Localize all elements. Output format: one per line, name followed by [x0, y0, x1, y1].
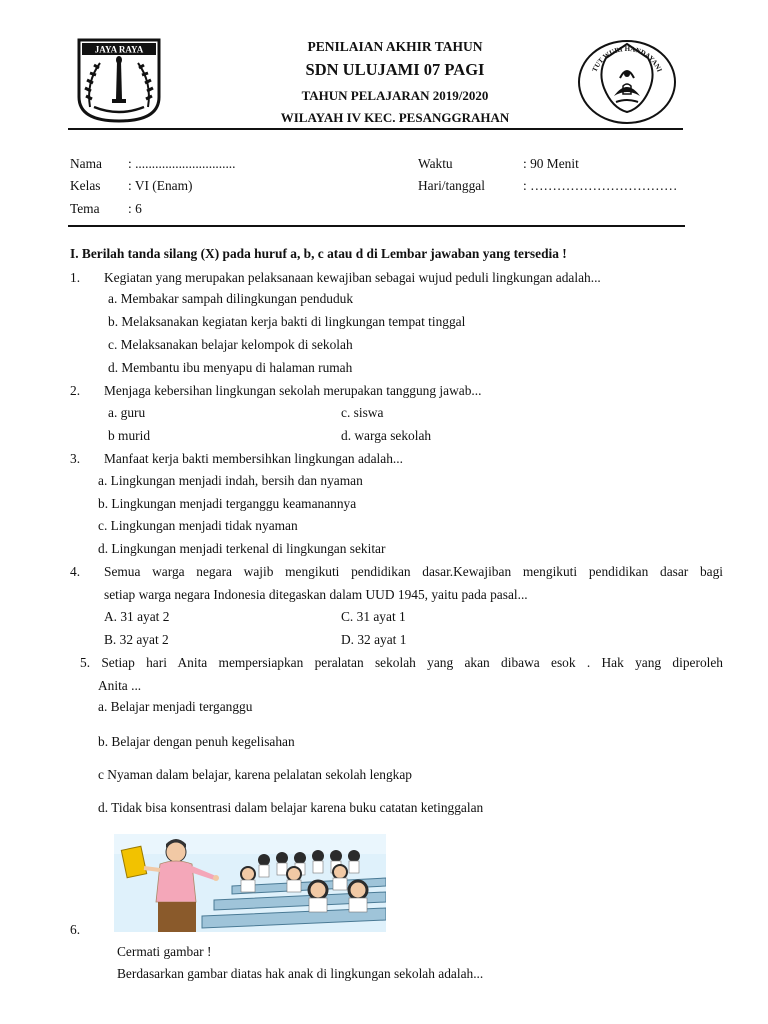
q5-option-a: a. Belajar menjadi terganggu [98, 699, 253, 714]
q1-text: Kegiatan yang merupakan pelaksanaan kewajiban sebagai wujud peduli lingkungan adalah... [104, 270, 601, 285]
tema-value: : 6 [128, 201, 142, 216]
q3-option-c: c. Lingkungan menjadi tidak nyaman [98, 518, 298, 533]
q4-option-d: D. 32 ayat 1 [341, 632, 407, 647]
q2-option-d: d. warga sekolah [341, 428, 432, 443]
q3-option-d: d. Lingkungan menjadi terkenal di lingkungan sekitar [98, 541, 386, 556]
kelas-label: Kelas [70, 178, 101, 193]
q2-text: Menjaga kebersihan lingkungan sekolah merupakan tanggung jawab... [104, 383, 482, 398]
classroom-illustration [114, 834, 386, 932]
nama-value: : .............................. [128, 156, 236, 171]
header-school-name: SDN ULUJAMI 07 PAGI [305, 60, 485, 79]
header-line-3: TAHUN PELAJARAN 2019/2020 [301, 88, 489, 103]
q5-text-line-2: Anita ... [98, 678, 142, 693]
q1-option-a: a. Membakar sampah dilingkungan penduduk [108, 291, 354, 306]
q6-number: 6. [70, 922, 81, 937]
q4-text-line-2: setiap warga negara Indonesia ditegaskan dalam UUD 1945, yaitu pada pasal... [104, 587, 528, 602]
waktu-value: : 90 Menit [523, 156, 579, 171]
tut-wuri-handayani-text: TUT WURI HANDAYANI [590, 44, 664, 74]
q5-option-c: c Nyaman dalam belajar, karena pelalatan sekolah lengkap [98, 767, 412, 782]
q4-option-a: A. 31 ayat 2 [104, 609, 170, 624]
q3-option-a: a. Lingkungan menjadi indah, bersih dan nyaman [98, 473, 363, 488]
jaya-raya-logo-text: JAYA RAYA [94, 44, 144, 55]
q5-option-d: d. Tidak bisa konsentrasi dalam belajar karena buku catatan ketinggalan [98, 800, 484, 815]
q1-option-b: b. Melaksanakan kegiatan kerja bakti di lingkungan tempat tinggal [108, 314, 466, 329]
q6-instruction: Cermati gambar ! [117, 944, 212, 959]
q4-option-c: C. 31 ayat 1 [341, 609, 406, 624]
q4-option-b: B. 32 ayat 2 [104, 632, 169, 647]
jaya-raya-logo [76, 37, 162, 123]
identity-divider [68, 225, 685, 227]
hari-tanggal-label: Hari/tanggal [418, 178, 485, 193]
q2-option-a: a. guru [108, 405, 146, 420]
q5-option-b: b. Belajar dengan penuh kegelisahan [98, 734, 295, 749]
q1-number: 1. [70, 270, 81, 285]
q4-number: 4. [70, 564, 81, 579]
tema-label: Tema [70, 201, 100, 216]
q4-text-line-1: Semua warga negara wajib mengikuti pendidikan dasar.Kewajiban mengikuti pendidikan dasar bagi [104, 564, 723, 579]
q2-option-c: c. siswa [341, 405, 384, 420]
header-divider [68, 128, 683, 130]
q5-text-line-1: 5. Setiap hari Anita mempersiapkan peralatan sekolah yang akan dibawa esok . Hak yang diperoleh [80, 655, 723, 670]
q2-option-b: b murid [108, 428, 151, 443]
section-title: I. Berilah tanda silang (X) pada huruf a, b, c atau d di Lembar jawaban yang tersedia ! [70, 246, 567, 261]
waktu-label: Waktu [418, 156, 453, 171]
q3-number: 3. [70, 451, 81, 466]
hari-tanggal-value: : …………………………… [523, 178, 678, 193]
q3-option-b: b. Lingkungan menjadi terganggu keamanannya [98, 496, 357, 511]
q1-option-c: c. Melaksanakan belajar kelompok di sekolah [108, 337, 353, 352]
header-line-4: WILAYAH IV KEC. PESANGGRAHAN [280, 110, 510, 125]
nama-label: Nama [70, 156, 102, 171]
q2-number: 2. [70, 383, 81, 398]
kelas-value: : VI (Enam) [128, 178, 193, 193]
q3-text: Manfaat kerja bakti membersihkan lingkungan adalah... [104, 451, 403, 466]
q1-option-d: d. Membantu ibu menyapu di halaman rumah [108, 360, 353, 375]
header-line-1: PENILAIAN AKHIR TAHUN [307, 39, 483, 54]
tut-wuri-handayani-logo [576, 38, 678, 126]
q6-text: Berdasarkan gambar diatas hak anak di lingkungan sekolah adalah... [117, 966, 484, 981]
